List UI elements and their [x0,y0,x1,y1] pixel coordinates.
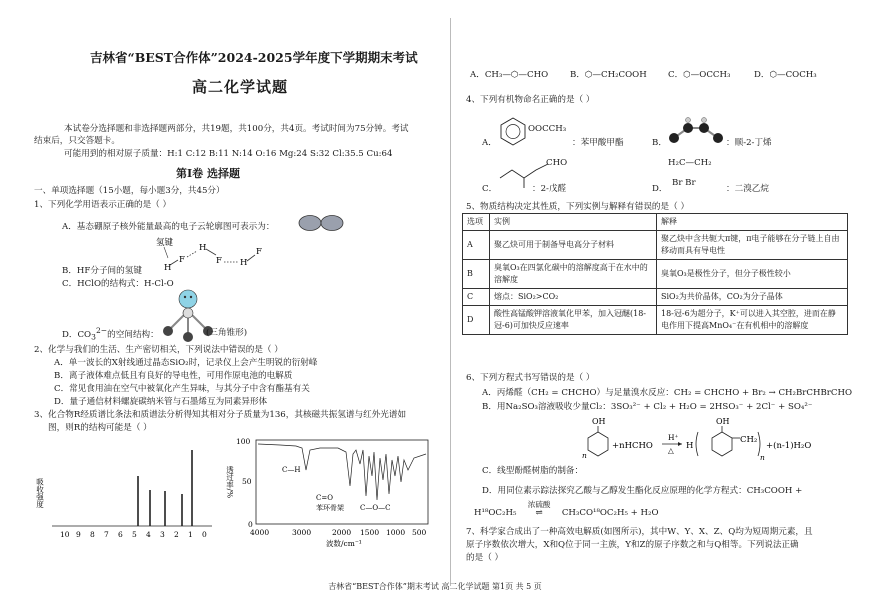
q1-option-b: B．HF分子间的氢键 [62,266,142,276]
svg-text:n: n [582,451,587,460]
q4-option-a-group: OOCCH₃ [528,124,567,134]
column-divider [450,18,451,586]
equation-reactant: +nHCHO [612,441,653,451]
q4-stem: 4、下列有机物命名正确的是（ ） [466,95,595,105]
svg-text:1500: 1500 [360,528,380,537]
svg-text:H: H [164,263,172,273]
svg-text:H⁺: H⁺ [668,433,679,442]
q6-option-b: B．用Na₂SO₃溶液吸收少量Cl₂：3SO₃²⁻ + Cl₂ + H₂O = 2HSO₃⁻ + 2Cl⁻ + SO₄²⁻ [482,402,813,412]
svg-text:3: 3 [160,530,165,539]
q1-stem: 1、下列化学用语表示正确的是（ ） [34,200,172,210]
svg-text:F: F [216,256,222,266]
q1-option-c: C．HClO的结构式：H-Cl-O [62,279,174,289]
svg-text:8: 8 [90,530,95,539]
q4-option-d-bottom: Br Br [672,178,696,188]
q6-option-c: C．线型酚醛树脂的制备： [482,466,584,476]
q6-option-d-eq: H¹⁸OC₂H₅ 浓硫酸 ⇌ CH₃CO¹⁸OC₂H₅ + H₂O [474,500,659,518]
hbond-label: 氢键 [156,238,174,248]
q1-option-d-note: (三角锥形) [206,328,248,338]
q2-option-a: A．单一波长的X射线通过晶态SiO₂时，记录仪上会产生明锐的衍射峰 [54,358,318,368]
atomic-masses: 可能用到的相对原子质量：H:1 C:12 B:11 N:14 O:16 Mg:24 S:32 Cl:35.5 Cu:64 [64,149,393,159]
q3-stem-1: 3、化合物R经质谱比条法和质谱法分析得知其相对分子质量为136，其核磁共振氢谱与红外光谱如 [34,410,407,420]
phenol-formaldehyde-equation [582,414,846,464]
svg-text:6: 6 [118,530,123,539]
section-title: 一、单项选择题（15小题，每小题3分，共45分） [34,186,225,196]
q3-option-c: C．⬡—OCCH₃ [668,70,731,80]
butene-ball-model [668,118,724,146]
q3-option-a: A．CH₃—⬡—CHO [470,70,549,80]
q4-option-b-name: ：顺-2-丁烯 [726,138,772,148]
ir-yticks [236,437,253,529]
svg-text:H: H [240,258,248,268]
svg-text:H: H [199,243,207,253]
q3-option-d: D．⬡—COCH₃ [754,70,817,80]
q2-stem: 2、化学与我们的生活、生产密切相关，下列说法中错误的是（ ） [34,345,283,355]
exam-subtitle: 高二化学试题 [192,78,289,96]
svg-text:9: 9 [76,530,81,539]
table-row: C 熔点：SiO₂>CO₂ SiO₂为共价晶体，CO₂为分子晶体 [463,289,848,306]
q4-option-d-top: H₂C—CH₂ [668,158,712,168]
svg-text:F: F [179,255,185,265]
svg-text:5: 5 [132,530,137,539]
svg-text:1: 1 [188,530,193,539]
ir-ylabel: 透过率/% [225,466,235,499]
ir-annotation-ch: C—H [282,466,301,474]
q3-option-b: B．⬡—CH₂COOH [570,70,647,80]
q4-option-d-letter: D． [652,184,668,194]
ir-xlabel: 波数/cm⁻¹ [326,539,362,548]
ir-annotation-coc: C—O—C [360,504,391,512]
q4-option-c-letter: C． [482,184,498,194]
q7-stem-2: 原子序数依次增大，X和Q位于同一主族，Y和Z的原子序数之和与Q相等。下列说法正确 [466,540,799,550]
nmr-xticks [60,530,207,539]
hf-hydrogen-bond-figure [154,236,274,276]
page-footer: 吉林省“BEST合作体”期末考试 高二化学试题 第1页 共 5 页 [328,582,542,591]
svg-text:2000: 2000 [332,528,352,537]
benzene-ring-icon [498,116,528,146]
ir-annotation-ring: 苯环骨架 [316,504,344,512]
q4-option-a-name: ：苯甲酸甲酯 [572,138,624,148]
svg-text:0: 0 [202,530,207,539]
exam-title: 吉林省“BEST合作体”2024-2025学年度下学期期末考试 [90,50,418,65]
ir-annotation-co: C=O [316,494,333,502]
table-header-cell: 实例 [490,214,657,231]
part-title: 第Ⅰ卷 选择题 [176,167,240,180]
svg-text:F: F [256,247,262,257]
table-header-row [463,214,848,231]
q4-option-b-letter: B． [652,138,667,148]
svg-text:2: 2 [174,530,179,539]
ir-xticks [250,528,427,537]
intro-line-1: 本试卷分选择题和非选择题两部分，共19题，共100分，共4页。考试时间为75分钟。考试 [64,124,409,134]
q4-option-a-letter: A． [482,138,497,148]
svg-text:OH: OH [592,417,606,426]
svg-text:OH: OH [716,417,730,426]
q6-option-d: D．用同位素示踪法探究乙酸与乙醇发生酯化反应原理的化学方程式：CH₃COOH + [482,486,803,496]
q5-table [462,213,848,335]
svg-text:1000: 1000 [386,528,406,537]
q1-option-d: D．$CO_3^{2-}$的空间结构： [62,326,159,342]
q5-stem: 5、物质结构决定其性质，下列实例与解释有错误的是（ ） [466,202,690,212]
q1-option-a: A．基态硼原子核外能量最高的电子云轮廓图可表示为： [62,222,275,232]
ir-spectrum [225,436,434,550]
q4-option-c-group: CHO [546,158,568,168]
svg-text:10: 10 [60,530,70,539]
q7-stem-3: 的是（ ） [466,553,504,563]
p-orbital-figure [298,210,344,236]
q2-option-b: B．离子液体难点低且有良好的导电性，可用作原电池的电解质 [54,371,293,381]
svg-text:△: △ [668,446,674,455]
nmr-peaks [138,450,192,526]
table-header-cell: 解释 [657,214,848,231]
svg-text:100: 100 [236,437,251,446]
svg-text:n: n [760,453,765,462]
svg-text:4: 4 [146,530,151,539]
q4-option-d-name: ：二溴乙烷 [726,184,769,194]
q7-stem-1: 7、科学家合成出了一种高效电解质(如图所示)，其中W、Y、X、Z、Q均为短周期元素，且 [466,527,813,537]
nmr-ylabel: 吸收强度 [35,478,45,508]
svg-text:50: 50 [242,477,252,486]
table-header-cell: 选项 [463,214,490,231]
table-row: B 臭氧O₃在四氯化碳中的溶解度高于在水中的溶解度 臭氧O₃是极性分子，但分子极性较小 [463,260,848,289]
table-row: A 聚乙炔可用于制备导电高分子材料 聚乙炔中含共轭大π键，π电子能够在分子链上自由移动而具有导电性 [463,231,848,260]
svg-text:H: H [686,441,694,451]
q2-option-d: D．量子通信材料螺旋碳纳米管与石墨烯互为同素异形体 [54,397,268,407]
equation-product: +(n-1)H₂O [766,441,812,451]
nmr-spectrum [34,438,214,542]
q3-stem-2: 图，则R的结构可能是（ ） [48,423,152,433]
q2-option-c: C．常见食用油在空气中被氧化产生异味，与其分子中含有酯基有关 [54,384,310,394]
svg-text:4000: 4000 [250,528,270,537]
svg-text:3000: 3000 [292,528,312,537]
svg-text:500: 500 [412,528,427,537]
svg-text:0: 0 [248,520,253,529]
svg-text:7: 7 [104,530,109,539]
q4-option-c-name: ：2-戊醛 [532,184,567,194]
intro-line-2: 结束后，只交答题卡。 [34,136,120,146]
q6-stem: 6、下列方程式书写错误的是（ ） [466,373,595,383]
q6-option-a: A．丙烯醛（CH₂ = CHCHO）与足量溴水反应：CH₂ = CHCHO + Br₂ → CH₂BrCHBrCHO [482,388,852,398]
svg-text:CH₂: CH₂ [740,435,758,445]
table-row: D 酸性高锰酸钾溶液氧化甲苯，加入冠醚(18-冠-6)可加快反应速率 18-冠-6为超分子，K⁺可以进入其空腔，进而在静电作用下提高MnO₄⁻在有机相中的溶解度 [463,306,848,335]
